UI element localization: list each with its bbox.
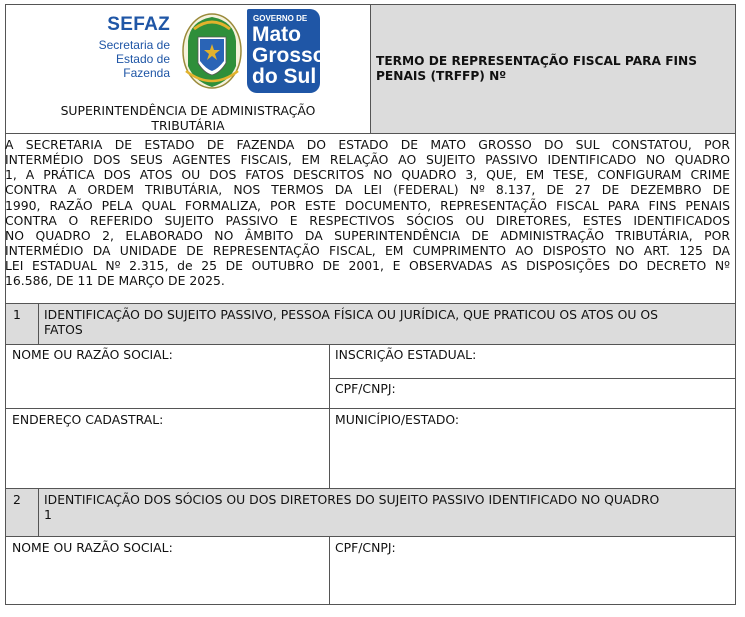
section1-title-line1: IDENTIFICAÇÃO DO SUJEITO PASSIVO, PESSOA FÍSICA OU JURÍDICA, QUE PRATICOU OS ATOS OU OS bbox=[44, 307, 658, 322]
section1-state-registration-label: INSCRIÇÃO ESTADUAL: bbox=[335, 347, 477, 362]
intro-line: 1990, RAZÃO PELA QUAL FORMALIZA, POR ESTE DOCUMENTO, REPRESENTAÇÃO FISCAL PARA FINS PENAIS bbox=[5, 197, 730, 213]
intro-line: A SECRETARIA DE ESTADO DE FAZENDA DO ESTADO DE MATO GROSSO DO SUL CONSTATOU, POR bbox=[5, 137, 730, 152]
section2-name-label: NOME OU RAZÃO SOCIAL: bbox=[12, 540, 173, 555]
intro-line: CONTRA O REFERIDO SUJEITO PASSIVO E RESPECTIVOS SÓCIOS OU DIRETORES, ESTES IDENTIFICADOS bbox=[5, 212, 730, 228]
section1-number-cell bbox=[5, 303, 39, 345]
section2-title-line2: 1 bbox=[44, 507, 52, 522]
intro-line: 1, A PRÁTICA DOS ATOS OU DOS FATOS DESCRITOS NO QUADRO 3, QUE, EM TESE, CONFIGURAM CRIME bbox=[5, 167, 730, 183]
section1-address-label: ENDEREÇO CADASTRAL: bbox=[12, 412, 164, 427]
section1-name-label: NOME OU RAZÃO SOCIAL: bbox=[12, 347, 173, 362]
intro-line: LEI ESTADUAL Nº 2.315, de 25 DE OUTUBRO DE 2001, E OBSERVADAS AS DISPOSIÇÕES DO DECRETO Nº bbox=[5, 258, 730, 274]
department-name-line1: SUPERINTENDÊNCIA DE ADMINISTRAÇÃO bbox=[60, 103, 316, 118]
document-title-line2: PENAIS (TRFFP) Nº bbox=[376, 69, 507, 83]
section2-cpf-cnpj-label: CPF/CNPJ: bbox=[335, 540, 396, 555]
intro-line: INTERMÉDIO DA UNIDADE DE REPRESENTAÇÃO FISCAL, EM CUMPRIMENTO AO DISPOSTO NO ART. 125 DA bbox=[5, 242, 730, 258]
sefaz-logo-name: SEFAZ bbox=[107, 14, 170, 35]
intro-paragraph bbox=[5, 137, 730, 288]
section1-cpf-cnpj-label: CPF/CNPJ: bbox=[335, 381, 396, 396]
section2-title-line1: IDENTIFICAÇÃO DOS SÓCIOS OU DOS DIRETORES DO SUJEITO PASSIVO IDENTIFICADO NO QUADRO bbox=[44, 492, 660, 507]
government-logo-line3: Grosso bbox=[252, 44, 326, 67]
section2-number: 2 bbox=[13, 492, 21, 507]
sefaz-logo-line1: Secretaria de bbox=[98, 38, 170, 52]
intro-line: NO QUADRO 2, ELABORADO NO ÂMBITO DA SUPERINTENDÊNCIA DE ADMINISTRAÇÃO TRIBUTÁRIA, POR bbox=[5, 227, 730, 243]
section1-city-state-label: MUNICÍPIO/ESTADO: bbox=[335, 412, 460, 427]
sefaz-logo-line3: Fazenda bbox=[123, 66, 170, 80]
intro-line: CONTRA A ORDEM TRIBUTÁRIA, NOS TERMOS DA LEI (FEDERAL) Nº 8.137, DE 27 DE DEZEMBRO DE bbox=[5, 182, 730, 198]
department-name-line2: TRIBUTÁRIA bbox=[151, 118, 225, 133]
document-title-line1: TERMO DE REPRESENTAÇÃO FISCAL PARA FINS bbox=[376, 54, 698, 68]
sefaz-logo-line2: Estado de bbox=[115, 52, 170, 66]
section2-number-cell bbox=[5, 488, 39, 537]
section1-title-line2: FATOS bbox=[44, 322, 83, 337]
intro-line: INTERMÉDIO DOS SEUS AGENTES FISCAIS, EM RELAÇÃO AO SUJEITO PASSIVO IDENTIFICADO NO QUADRO bbox=[5, 152, 730, 168]
intro-line: 16.586, DE 11 DE MARÇO DE 2025. bbox=[5, 273, 225, 289]
government-logo-line4: do Sul bbox=[252, 65, 317, 88]
state-seal-icon bbox=[180, 11, 244, 91]
government-logo-line1: GOVERNO DE bbox=[253, 14, 308, 23]
government-logo-line2: Mato bbox=[252, 23, 301, 46]
section1-number: 1 bbox=[13, 307, 21, 322]
